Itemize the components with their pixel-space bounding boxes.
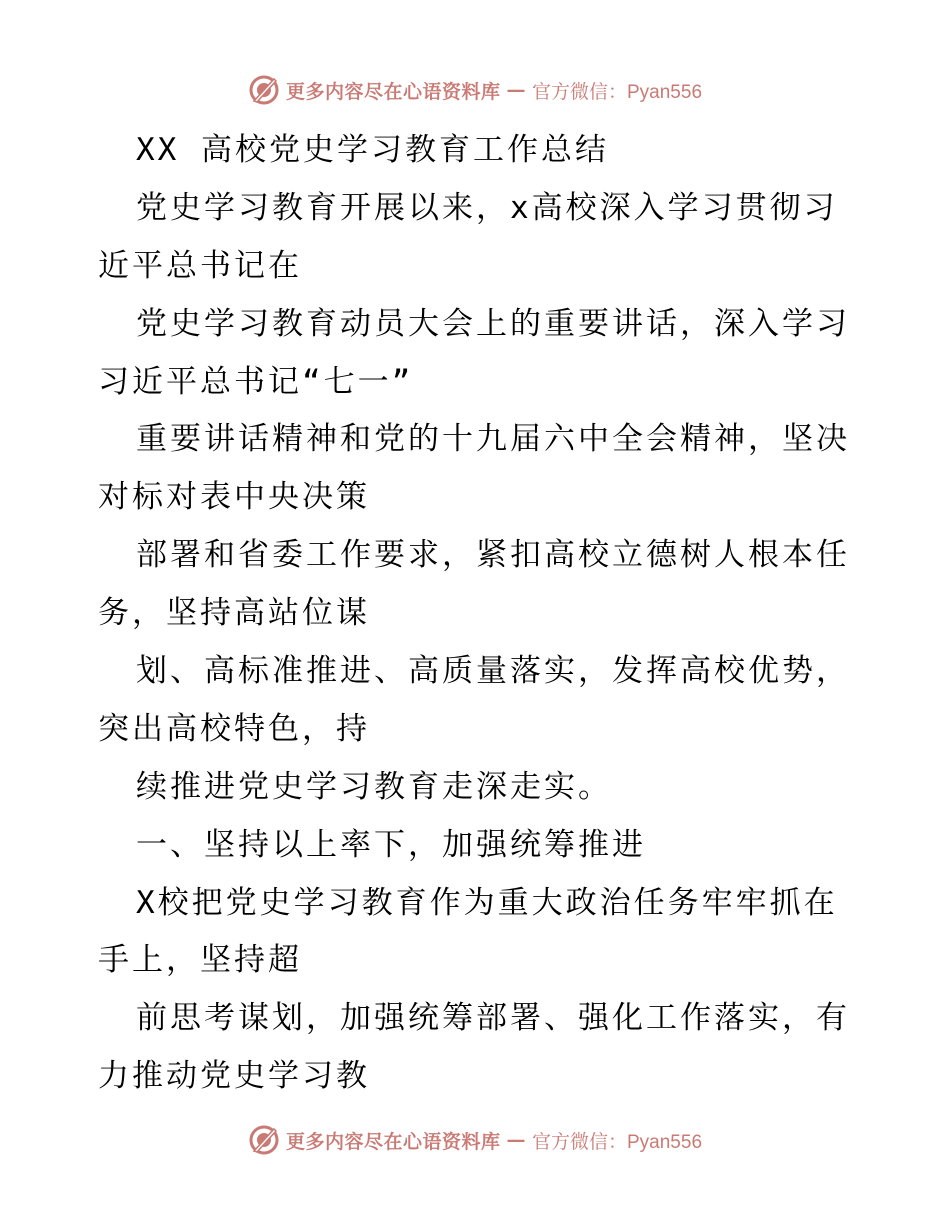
document-body: [98, 122, 858, 1106]
watermark-wechat-text: 官方微信：Pyan556: [532, 81, 703, 103]
footer-watermark: [0, 1120, 950, 1160]
watermark-brand-text: 更多内容尽在心语资料库: [285, 1130, 501, 1153]
document-line: 对标对表中央决策: [98, 479, 370, 516]
document-line: 手上，坚持超: [98, 942, 302, 979]
document-line: 党史学习教育动员大会上的重要讲话，深入学习: [136, 305, 850, 342]
document-line: 力推动党史学习教: [98, 1058, 370, 1095]
document-line: 前思考谋划，加强统筹部署、强化工作落实，有: [136, 1000, 850, 1037]
document-line: 务，坚持高站位谋: [98, 595, 370, 632]
document-line: 划、高标准推进、高质量落实，发挥高校优势，: [136, 653, 850, 690]
quill-seal-icon: [248, 1124, 280, 1156]
document-line: 党史学习教育开展以来，x高校深入学习贯彻习: [136, 189, 838, 226]
document-line: 重要讲话精神和党的十九届六中全会精神，坚决: [136, 421, 850, 458]
watermark-brand-text: 更多内容尽在心语资料库: [285, 80, 501, 103]
document-line: 续推进党史学习教育走深走实。: [136, 768, 612, 805]
document-line: 突出高校特色，持: [98, 710, 370, 747]
document-line: 一、坚持以上率下，加强统筹推进: [136, 826, 646, 863]
watermark-separator: —: [506, 79, 526, 101]
document-line: X校把党史学习教育作为重大政治任务牢牢抓在: [136, 884, 838, 921]
quill-seal-icon: [248, 74, 280, 106]
watermark-separator: —: [506, 1129, 526, 1151]
header-watermark: [0, 70, 950, 110]
document-line: 近平总书记在: [98, 247, 302, 284]
document-line: 习近平总书记“七一”: [98, 363, 414, 400]
document-line: 部署和省委工作要求，紧扣高校立德树人根本任: [136, 537, 850, 574]
watermark-wechat-text: 官方微信：Pyan556: [532, 1131, 703, 1153]
document-line: XX 高校党史学习教育工作总结: [136, 132, 609, 168]
